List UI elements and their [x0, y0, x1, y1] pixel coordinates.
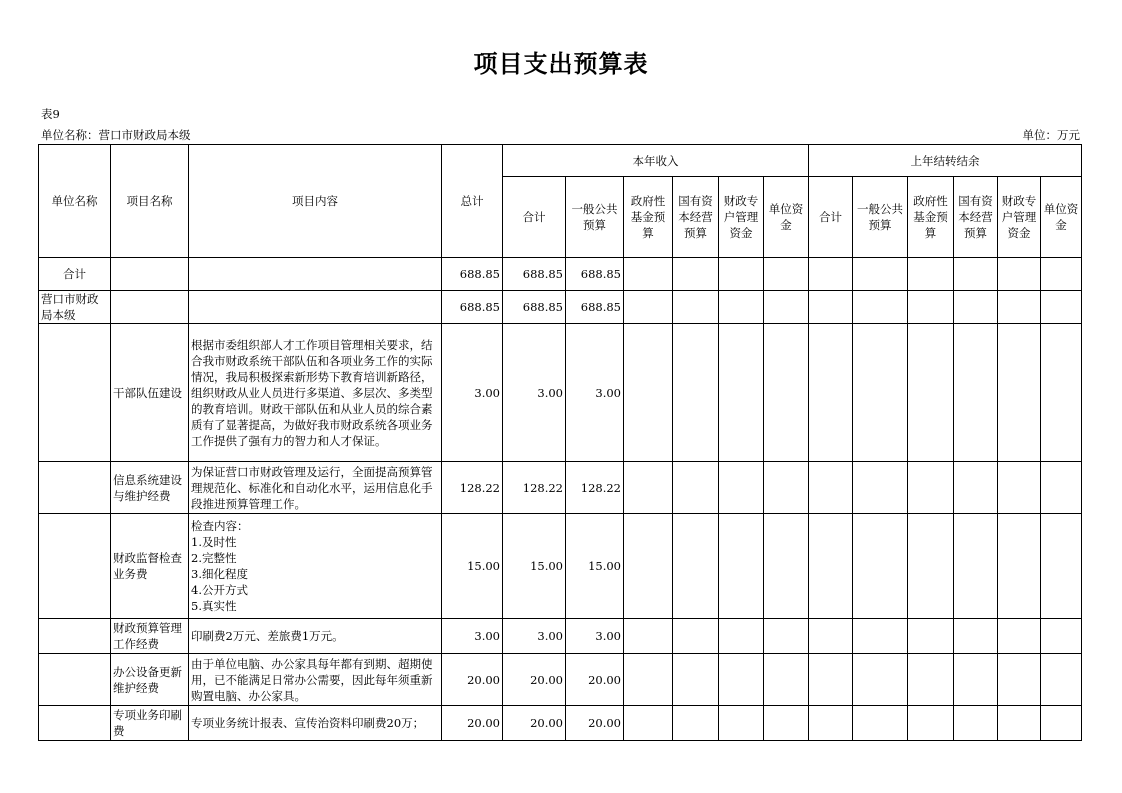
table-row: [39, 654, 1082, 706]
cell-project: 财政监督检查业务费: [111, 514, 189, 619]
cell-total: 20.00: [442, 654, 503, 706]
cell-empty: [853, 619, 908, 654]
cell-empty: [908, 654, 954, 706]
cell-empty: [719, 619, 764, 654]
header-total: 总计: [442, 145, 503, 258]
cell-empty: [624, 654, 673, 706]
cell-empty: [853, 291, 908, 324]
cell-empty: [998, 654, 1041, 706]
cell-empty: [809, 462, 853, 514]
header-carryover: 上年结转结余: [809, 145, 1082, 177]
cell-content: 由于单位电脑、办公家具每年都有到期、超期使用，已不能满足日常办公需要，因此每年须重新购置电脑、办公家具。: [189, 654, 442, 706]
cell-unit: 营口市财政局本级: [39, 291, 111, 324]
cell-empty: [719, 654, 764, 706]
cell-empty: [998, 514, 1041, 619]
cell-project: 干部队伍建设: [111, 324, 189, 462]
cell-content: 印刷费2万元、差旅费1万元。: [189, 619, 442, 654]
cell-empty: [764, 462, 809, 514]
cell-empty: [624, 619, 673, 654]
cell-empty: [764, 706, 809, 741]
cell-empty: [809, 324, 853, 462]
cell-empty: [853, 706, 908, 741]
header-current-col: 政府性基金预算: [624, 177, 673, 258]
header-unit-name: 单位名称: [39, 145, 111, 258]
cell-empty: [719, 706, 764, 741]
cell-empty: [673, 324, 719, 462]
table-row: [39, 324, 1082, 462]
cell-empty: [809, 514, 853, 619]
header-carryover-col: 财政专户管理资金: [998, 177, 1041, 258]
cell-unit: [39, 462, 111, 514]
cell-empty: [809, 706, 853, 741]
cell-empty: [954, 706, 998, 741]
cell-empty: [719, 462, 764, 514]
header-carryover-col: 合计: [809, 177, 853, 258]
cell-empty: [954, 462, 998, 514]
cell-empty: [908, 291, 954, 324]
cell-total: 15.00: [442, 514, 503, 619]
cell-empty: [719, 514, 764, 619]
cell-empty: [998, 706, 1041, 741]
cell-empty: [853, 654, 908, 706]
table-row: [39, 258, 1082, 291]
cell-empty: [998, 462, 1041, 514]
cell-empty: [673, 291, 719, 324]
cell-content: [189, 291, 442, 324]
cell-current-general: 20.00: [566, 654, 624, 706]
cell-current-general: 128.22: [566, 462, 624, 514]
cell-empty: [764, 324, 809, 462]
cell-empty: [624, 258, 673, 291]
cell-empty: [908, 706, 954, 741]
cell-empty: [1041, 706, 1082, 741]
cell-empty: [1041, 291, 1082, 324]
cell-empty: [908, 258, 954, 291]
cell-project: 信息系统建设与维护经费: [111, 462, 189, 514]
cell-empty: [809, 654, 853, 706]
table-row: [39, 291, 1082, 324]
cell-empty: [908, 324, 954, 462]
header-carryover-col: 单位资金: [1041, 177, 1082, 258]
cell-empty: [998, 324, 1041, 462]
page-title: 项目支出预算表: [473, 50, 649, 78]
cell-empty: [624, 462, 673, 514]
header-carryover-col: 一般公共预算: [853, 177, 908, 258]
cell-empty: [673, 619, 719, 654]
cell-project: [111, 291, 189, 324]
cell-empty: [954, 324, 998, 462]
cell-project: 办公设备更新维护经费: [111, 654, 189, 706]
cell-empty: [809, 291, 853, 324]
cell-current-sum: 688.85: [503, 258, 566, 291]
cell-total: 128.22: [442, 462, 503, 514]
cell-content: 为保证营口市财政管理及运行，全面提高预算管理规范化、标准化和自动化水平，运用信息化手段推进预算管理工作。: [189, 462, 442, 514]
table-row: [39, 462, 1082, 514]
cell-project: 财政预算管理工作经费: [111, 619, 189, 654]
cell-empty: [764, 514, 809, 619]
cell-empty: [719, 291, 764, 324]
cell-empty: [954, 654, 998, 706]
header-current-col: 财政专户管理资金: [719, 177, 764, 258]
cell-empty: [853, 462, 908, 514]
cell-empty: [719, 324, 764, 462]
cell-unit: [39, 706, 111, 741]
header-current-income: 本年收入: [503, 145, 809, 177]
header-project-name: 项目名称: [111, 145, 189, 258]
cell-total: 688.85: [442, 258, 503, 291]
cell-total: 20.00: [442, 706, 503, 741]
cell-empty: [624, 324, 673, 462]
cell-unit: [39, 654, 111, 706]
cell-empty: [908, 514, 954, 619]
cell-empty: [853, 514, 908, 619]
header-current-col: 合计: [503, 177, 566, 258]
cell-empty: [1041, 462, 1082, 514]
cell-empty: [954, 514, 998, 619]
cell-empty: [998, 291, 1041, 324]
unit-name-label: 单位名称：营口市财政局本级: [41, 128, 191, 142]
cell-current-general: 20.00: [566, 706, 624, 741]
cell-current-sum: 20.00: [503, 654, 566, 706]
cell-empty: [673, 706, 719, 741]
table-row: [39, 619, 1082, 654]
cell-current-general: 688.85: [566, 291, 624, 324]
cell-content: 检查内容： 1.及时性 2.完整性 3.细化程度 4.公开方式 5.真实性: [189, 514, 442, 619]
header-current-col: 单位资金: [764, 177, 809, 258]
cell-empty: [908, 619, 954, 654]
cell-empty: [764, 291, 809, 324]
cell-content: 专项业务统计报表、宣传治资料印刷费20万；: [189, 706, 442, 741]
cell-current-general: 3.00: [566, 619, 624, 654]
cell-current-sum: 3.00: [503, 324, 566, 462]
cell-current-general: 3.00: [566, 324, 624, 462]
cell-total: 688.85: [442, 291, 503, 324]
header-current-col: 一般公共预算: [566, 177, 624, 258]
cell-empty: [908, 462, 954, 514]
cell-total: 3.00: [442, 619, 503, 654]
cell-empty: [1041, 324, 1082, 462]
cell-current-general: 688.85: [566, 258, 624, 291]
cell-empty: [809, 619, 853, 654]
cell-empty: [809, 258, 853, 291]
cell-current-sum: 128.22: [503, 462, 566, 514]
cell-empty: [673, 258, 719, 291]
cell-unit: 合计: [39, 258, 111, 291]
cell-empty: [764, 258, 809, 291]
cell-current-sum: 688.85: [503, 291, 566, 324]
cell-empty: [998, 258, 1041, 291]
header-carryover-col: 国有资本经营预算: [954, 177, 998, 258]
cell-empty: [1041, 258, 1082, 291]
cell-empty: [624, 291, 673, 324]
cell-content: [189, 258, 442, 291]
cell-empty: [764, 654, 809, 706]
header-carryover-col: 政府性基金预算: [908, 177, 954, 258]
cell-empty: [673, 654, 719, 706]
cell-unit: [39, 619, 111, 654]
cell-empty: [853, 324, 908, 462]
cell-empty: [764, 619, 809, 654]
unit-measure-label: 单位：万元: [1022, 128, 1080, 142]
cell-empty: [954, 258, 998, 291]
table-number: 表9: [41, 107, 60, 121]
cell-empty: [1041, 654, 1082, 706]
cell-empty: [624, 706, 673, 741]
cell-empty: [853, 258, 908, 291]
cell-empty: [673, 514, 719, 619]
cell-empty: [954, 619, 998, 654]
header-current-col: 国有资本经营预算: [673, 177, 719, 258]
cell-empty: [624, 514, 673, 619]
table-row: [39, 514, 1082, 619]
cell-empty: [954, 291, 998, 324]
budget-table: [38, 144, 1082, 741]
cell-unit: [39, 324, 111, 462]
cell-content: 根据市委组织部人才工作项目管理相关要求，结合我市财政系统干部队伍和各项业务工作的实际情况，我局积极探索新形势下教育培训新路径，组织财政从业人员进行多渠道、多层次、多类型的教育培训。财政干部队伍和从业人员的综合素质有了显著提高，为做好我市财政系统各项业务工作提供了强有力的智力和人才保证。: [189, 324, 442, 462]
cell-empty: [719, 258, 764, 291]
cell-current-sum: 3.00: [503, 619, 566, 654]
cell-current-general: 15.00: [566, 514, 624, 619]
cell-empty: [673, 462, 719, 514]
table-row: [39, 706, 1082, 741]
cell-current-sum: 20.00: [503, 706, 566, 741]
cell-unit: [39, 514, 111, 619]
cell-empty: [1041, 514, 1082, 619]
cell-project: [111, 258, 189, 291]
cell-total: 3.00: [442, 324, 503, 462]
header-project-content: 项目内容: [189, 145, 442, 258]
cell-empty: [998, 619, 1041, 654]
cell-project: 专项业务印刷费: [111, 706, 189, 741]
cell-current-sum: 15.00: [503, 514, 566, 619]
cell-empty: [1041, 619, 1082, 654]
